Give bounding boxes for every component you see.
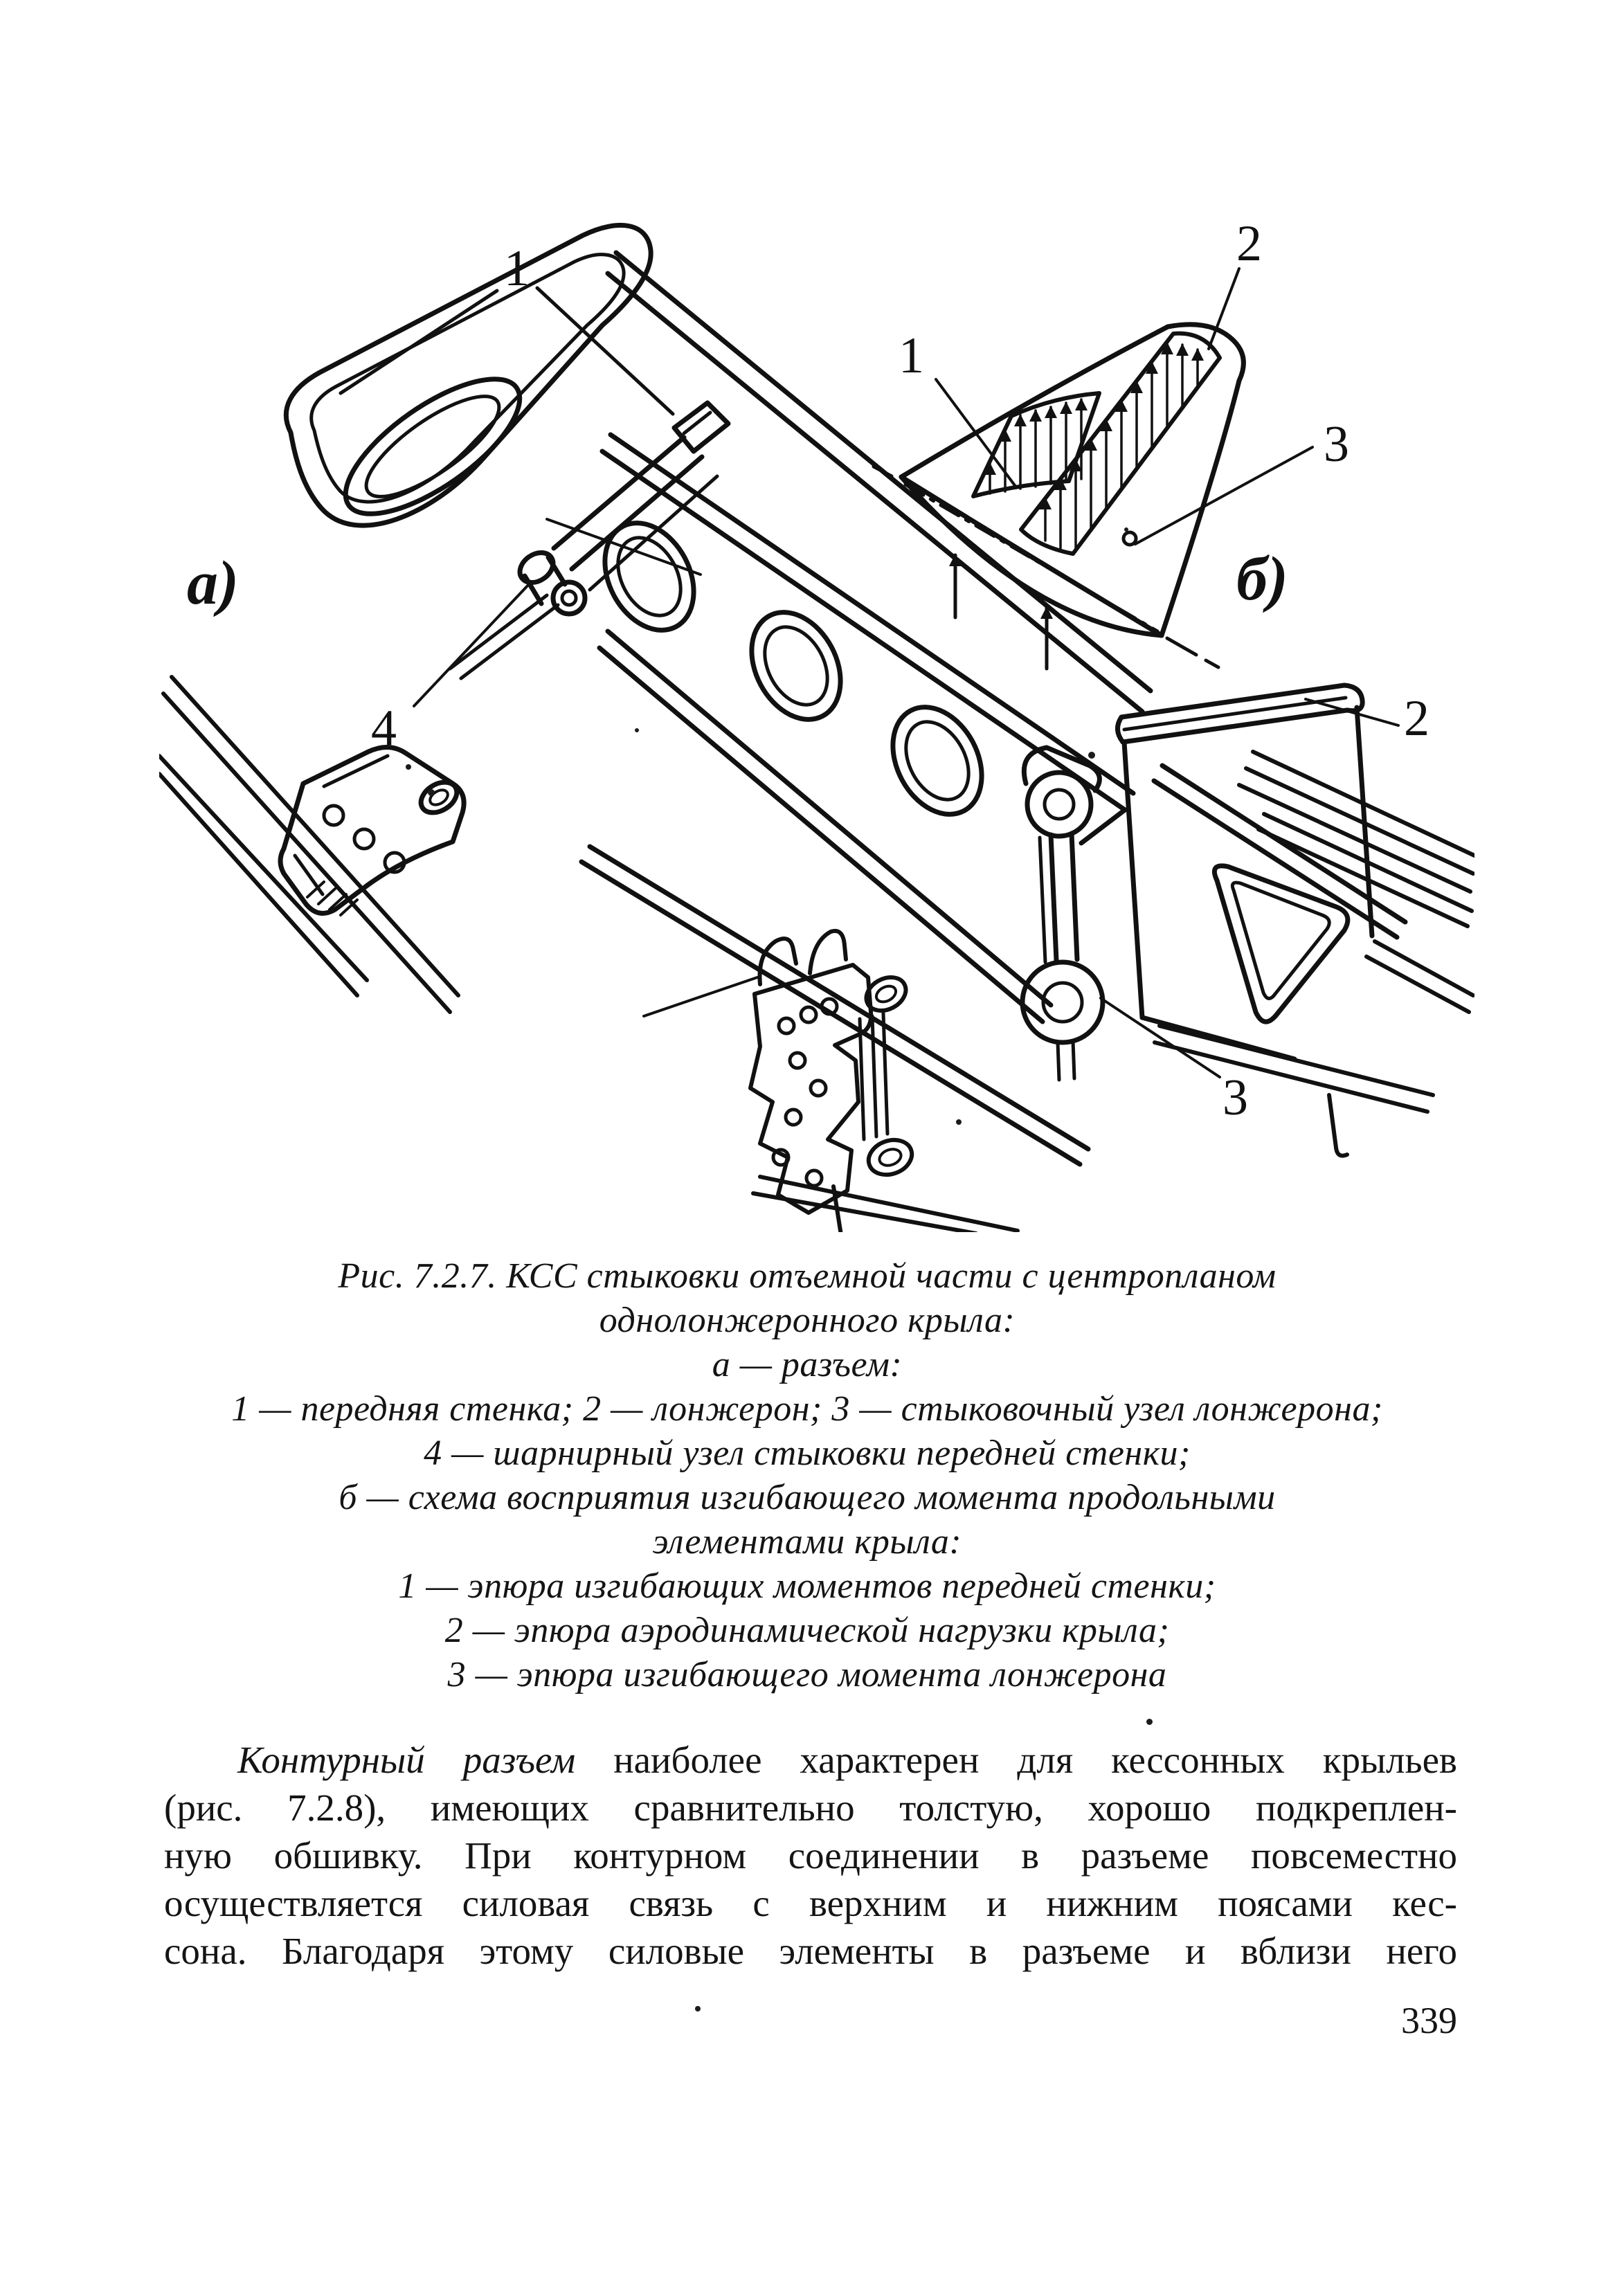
callout-b1-front-wall-moment: 1 [899, 327, 924, 384]
spar-joint-lugs [1022, 748, 1103, 1080]
caption-line: элементами крыла: [652, 1522, 962, 1562]
caption-line: однолонжеронного крыла: [599, 1301, 1016, 1340]
spar-lightening-hole [734, 597, 858, 734]
center-section-spar [1117, 685, 1474, 1156]
callout-leaders [414, 269, 1398, 1077]
rib-attachment-bracket [644, 931, 1018, 1232]
callout-4-hinge: 4 [371, 700, 397, 757]
lower-left-rails [159, 677, 458, 1012]
caption-line: 2 — эпюра аэродинамической нагрузки крыла; [444, 1611, 1170, 1650]
callout-b3-spar-moment: 3 [1324, 416, 1349, 473]
body-paragraph [164, 1736, 1457, 1975]
figure-7-2-7 [159, 159, 1474, 1232]
body-line [164, 1736, 1457, 1784]
figure-caption [115, 1254, 1499, 1697]
body-line-text: наиболее характерен для кессонных крыльев [575, 1739, 1457, 1781]
scan-speck [695, 2006, 701, 2012]
body-line: сона. Благодаря этому силовые элементы в разъеме и вблизи него [164, 1930, 1457, 1972]
panel-b-label: б) [1236, 545, 1288, 613]
moment-diagram-front-wall [973, 393, 1099, 496]
page-number: 339 [1401, 2000, 1457, 2041]
callout-2-center-spar: 2 [1404, 690, 1429, 747]
spar-lightening-hole [587, 507, 711, 645]
lower-rail [581, 847, 1088, 1164]
callout-b2-aero-load: 2 [1236, 215, 1262, 272]
caption-line: 1 — эпюра изгибающих моментов передней стенки; [398, 1566, 1216, 1606]
lead-italic-phrase: Контурный разъем [237, 1739, 576, 1781]
figure-7-2-7-diagram [159, 159, 1474, 1232]
hinge-fitting [450, 547, 585, 678]
panel-a-label: а) [187, 549, 239, 617]
caption-line: 1 — передняя стенка; 2 — лонжерон; 3 — стыковочный узел лонжерона; [231, 1389, 1383, 1429]
nose-rib [286, 225, 651, 538]
callout-3-joint-unit: 3 [1222, 1069, 1248, 1126]
body-line: ную обшивку. При контурном соединении в разъеме повсеместно [164, 1834, 1457, 1877]
caption-line: а — разъем: [712, 1345, 903, 1384]
caption-line: Рис. 7.2.7. КСС стыковки отъемной части с центропланом [338, 1256, 1276, 1296]
body-line: осуществляется силовая связь с верхним и нижним поясами кес- [164, 1882, 1457, 1924]
caption-line: 4 — шарнирный узел стыковки передней стенки; [424, 1434, 1191, 1473]
caption-line: 3 — эпюра изгибающего момента лонжерона [447, 1655, 1167, 1694]
caption-line: б — схема восприятия изгибающего момента продольными [339, 1478, 1276, 1517]
scan-speck [1146, 1719, 1153, 1725]
body-line: (рис. 7.2.8), имеющих сравнительно толстую, хорошо подкреплен- [164, 1787, 1457, 1829]
callout-1-front-wall: 1 [504, 240, 530, 297]
